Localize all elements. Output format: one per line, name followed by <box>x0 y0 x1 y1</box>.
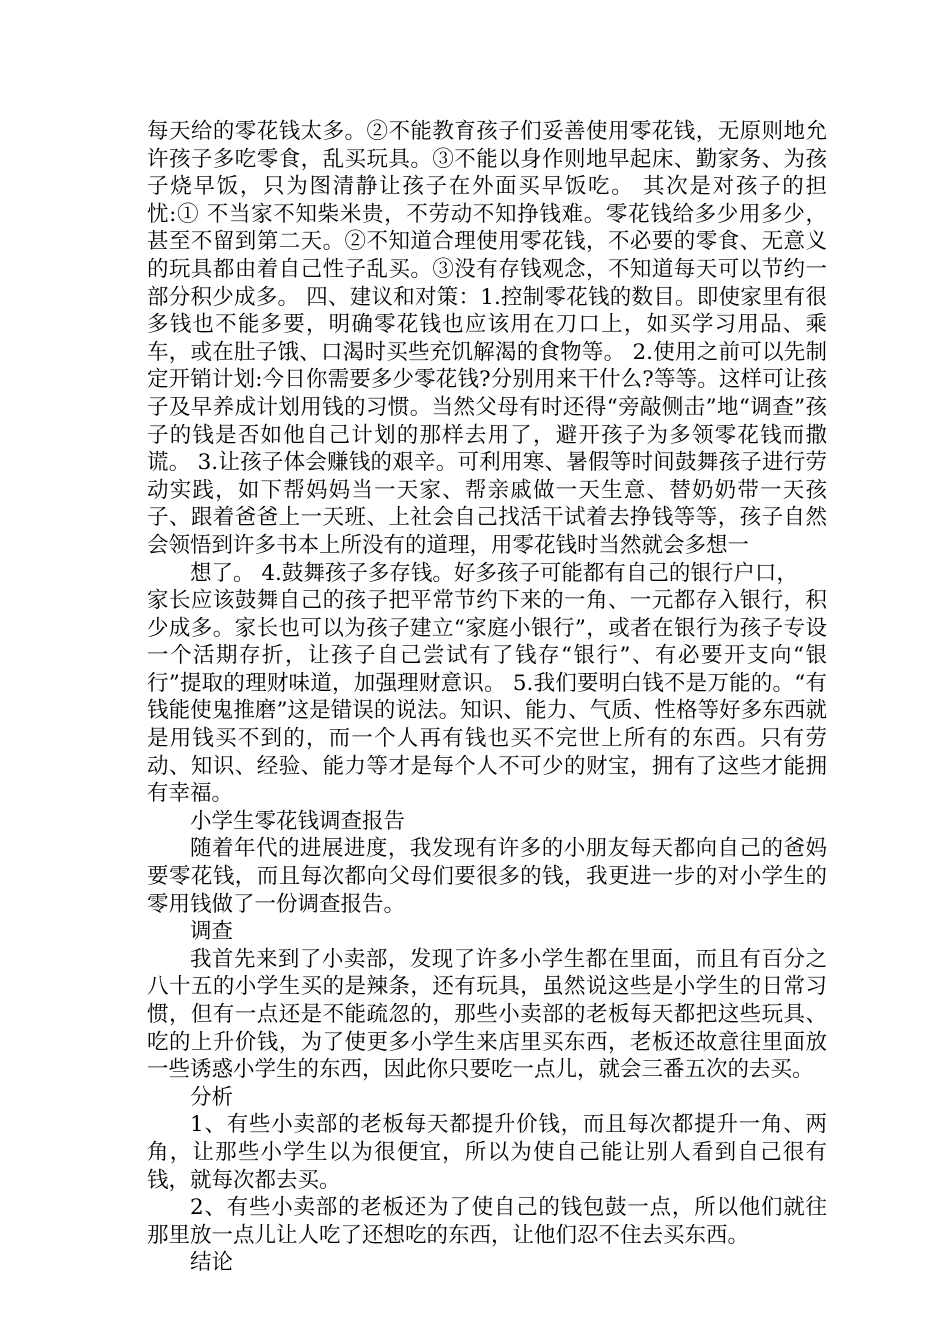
analysis-item-2: 2、有些小卖部的老板还为了使自己的钱包鼓一点，所以他们就往那里放一点儿让人吃了还想吃的东西，让他们忍不住去买东西。 <box>147 1195 827 1248</box>
section-heading-analysis: 分析 <box>190 1084 234 1110</box>
section-heading-survey: 调查 <box>190 919 234 945</box>
body-text-block-2: 家长应该鼓舞自己的孩子把平常节约下来的一角、一元都存入银行，积少成多。家长也可以为孩子建立“家庭小银行”，或者在银行为孩子专设一个活期存折，让孩子自己尝试有了钱存“银行”、有必要开支向“银行”提取的理财味道，加强理财意识。 5.我们要明白钱不是万能的。“有钱能使鬼推磨”这是错误的说法。知识、能力、气质、性格等好多东西就是用钱买不到的，而一个人再有钱也买不完世上所有的东西。只有劳动、知识、经验、能力等才是每个人不可少的财宝，拥有了这些才能拥有幸福。 <box>147 588 827 807</box>
body-text-continuation-line: 想了。 4.鼓舞孩子多存钱。好多孩子可能都有自己的银行户口， <box>190 560 798 586</box>
document-body <box>147 118 827 1277</box>
analysis-item-1: 1、有些小卖部的老板每天都提升价钱，而且每次都提升一角、两角，让那些小学生以为很便宜，所以为使自己能让别人看到自己很有钱，就每次都去买。 <box>147 1112 827 1193</box>
body-text-block-1: 每天给的零花钱太多。②不能教育孩子们妥善使用零花钱，无原则地允许孩子多吃零食，乱买玩具。③不能以身作则地早起床、勤家务、为孩子烧早饭，只为图清静让孩子在外面买早饭吃。 其次是对孩子的担忧:① 不当家不知柴米贵，不劳动不知挣钱难。零花钱给多少用多少，甚至不留到第二天。②不知道合理使用零花钱，不必要的零食、无意义的玩具都由着自己性子乱买。③没有存钱观念，不知道每天可以节约一部分积少成多。 四、建议和对策：1.控制零花钱的数目。即使家里有很多钱也不能多要，明确零花钱也应该用在刀口上，如买学习用品、乘车，或在肚子饿、口渴时买些充饥解渴的食物等。 2.使用之前可以先制定开销计划:今日你需要多少零花钱?分别用来干什么?等等。这样可让孩子及早养成计划用钱的习惯。当然父母有时还得“旁敲侧击”地“调查”孩子的钱是否如他自己计划的那样去用了，避开孩子为多领零花钱而撒谎。 3.让孩子体会赚钱的艰辛。可利用寒、暑假等时间鼓舞孩子进行劳动实践，如下帮妈妈当一天家、帮亲戚做一天生意、替奶奶带一天孩子、跟着爸爸上一天班、上社会自己找活干试着去挣钱等等，孩子自然会领悟到许多书本上所没有的道理，用零花钱时当然就会多想一 <box>147 119 827 558</box>
intro-paragraph: 随着年代的进展进度，我发现有许多的小朋友每天都向自己的爸妈要零花钱，而且每次都向父母们要很多的钱，我更进一步的对小学生的零用钱做了一份调查报告。 <box>147 836 827 917</box>
report-title: 小学生零花钱调查报告 <box>190 808 406 834</box>
section-heading-conclusion: 结论 <box>190 1250 234 1276</box>
survey-paragraph: 我首先来到了小卖部，发现了许多小学生都在里面，而且有百分之八十五的小学生买的是辣条，还有玩具，虽然说这些是小学生的日常习惯，但有一点还是不能疏忽的，那些小卖部的老板每天都把这些玩具、吃的上升价钱，为了使更多小学生来店里买东西，老板还故意往里面放一些诱惑小学生的东西，因此你只要吃一点儿，就会三番五次的去买。 <box>147 946 827 1083</box>
